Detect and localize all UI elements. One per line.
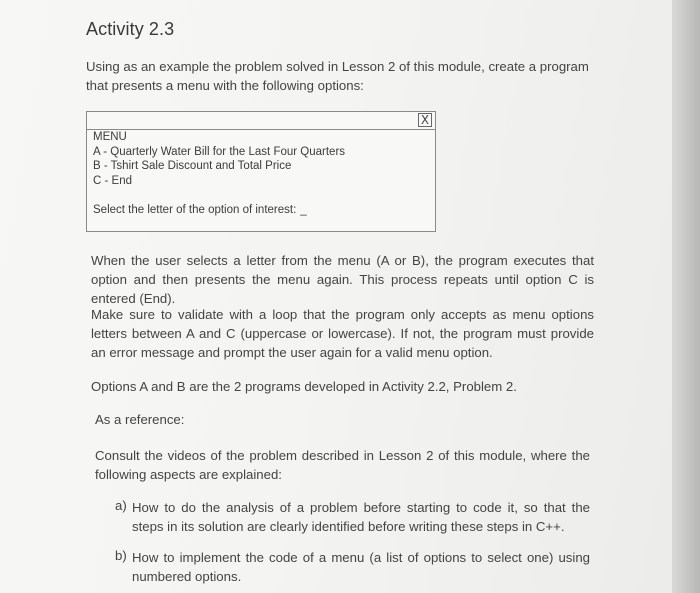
activity-title: Activity 2.3 — [86, 19, 175, 39]
list-marker-b: b) — [115, 548, 127, 563]
menu-heading: MENU — [93, 131, 127, 143]
console-title-bar — [87, 112, 435, 130]
menu-option-c: C - End — [93, 175, 132, 187]
paragraph-validate: Make sure to validate with a loop that the program only accepts as menu options letters between A and C (uppercase or lowercase). If not, the program must provide an error message and prompt the user again for a valid menu option. — [91, 307, 594, 360]
menu-prompt-text: Select the letter of the option of interest: — [93, 204, 297, 216]
text-cursor: _ — [300, 204, 307, 216]
menu-option-a: A - Quarterly Water Bill for the Last Four Quarters — [93, 146, 346, 158]
paragraph-user-selects: When the user selects a letter from the menu (A or B), the program executes that option and then presents the menu again. This process repeats until option C is entered (End). — [91, 253, 594, 306]
menu-option-b: B - Tshirt Sale Discount and Total Price — [93, 160, 292, 172]
list-item-a: How to do the analysis of a problem before starting to code it, so that the steps in its solution are clearly identified before writing these steps in C++. — [132, 500, 590, 534]
intro-paragraph: Using as an example the problem solved in Lesson 2 of this module, create a program that presents a menu with the following options: — [86, 59, 589, 93]
background-edge — [672, 0, 700, 593]
paragraph-options-ab: Options A and B are the 2 programs developed in Activity 2.2, Problem 2. — [91, 379, 517, 394]
close-icon: X — [418, 113, 432, 127]
list-item-b: How to implement the code of a menu (a list of options to select one) using numbered options. — [132, 550, 590, 584]
paragraph-consult: Consult the videos of the problem described in Lesson 2 of this module, where the following aspects are explained: — [95, 448, 590, 482]
list-marker-a: a) — [115, 498, 127, 513]
console-window-mockup — [86, 111, 436, 232]
menu-prompt-line — [93, 203, 307, 218]
paragraph-as-reference: As a reference: — [95, 412, 185, 427]
